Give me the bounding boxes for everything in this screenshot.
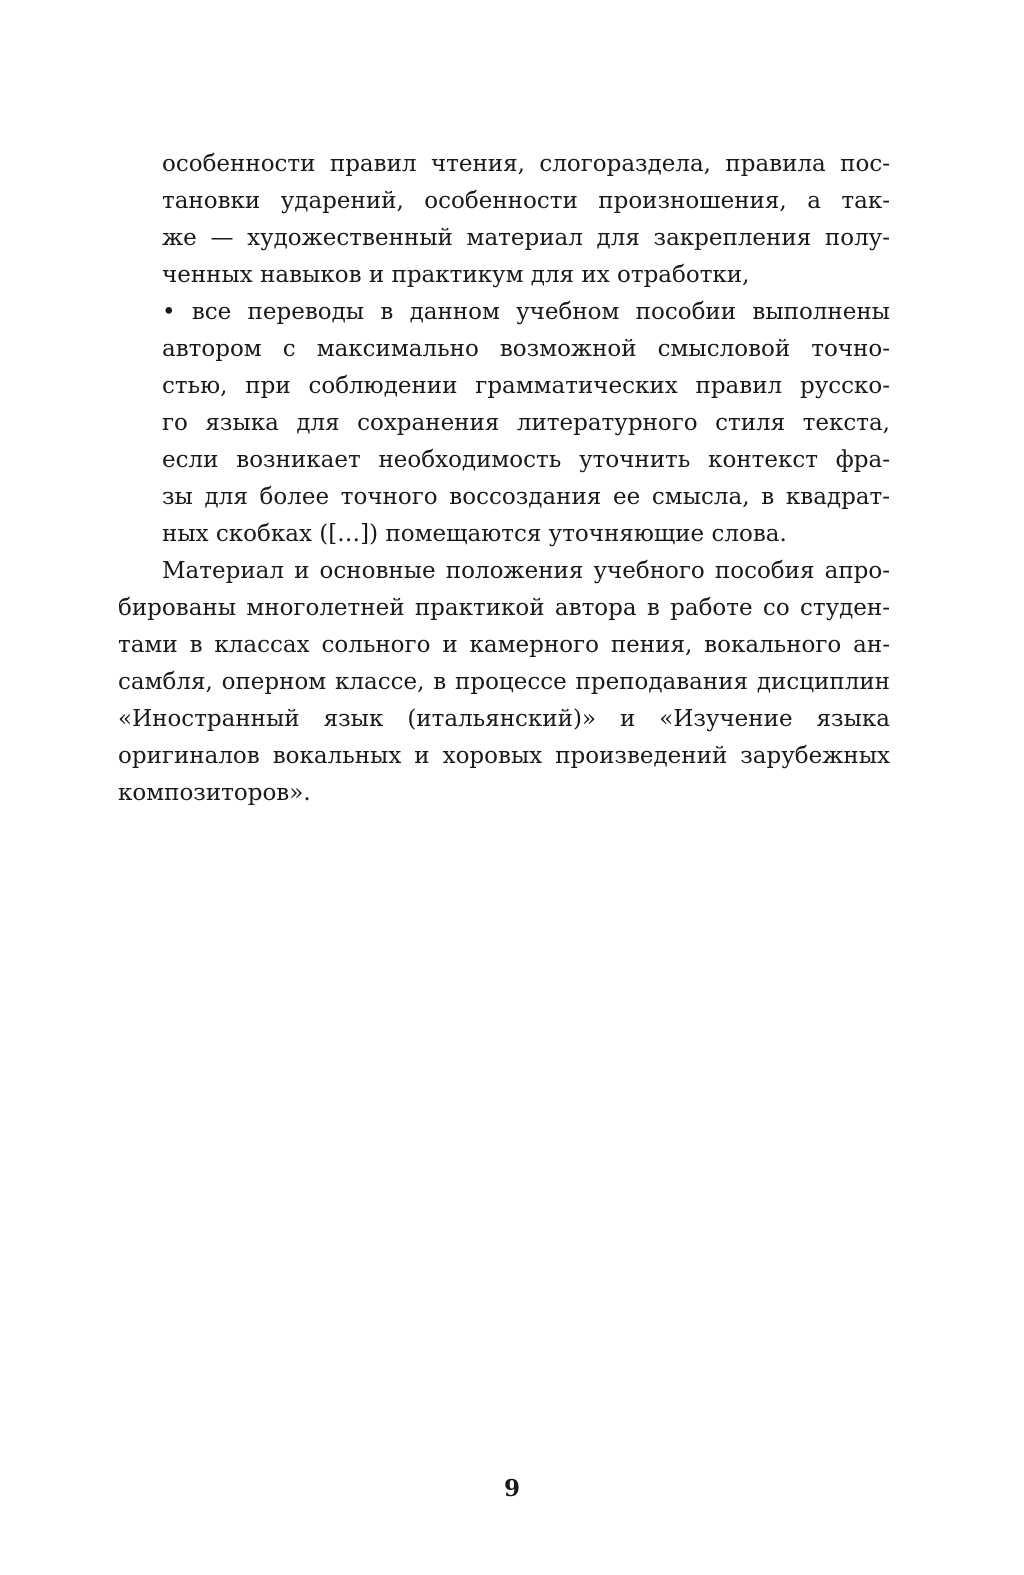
text-line: бированы многолетней практикой автора в работе со студен- xyxy=(118,595,890,621)
text-line: тановки ударений, особенности произношения, а так- xyxy=(162,188,890,214)
bullet-line: • все переводы в данном учебном пособии выполнены xyxy=(162,299,890,325)
text-line: тами в классах сольного и камерного пения, вокального ан- xyxy=(118,632,890,658)
text-line: ных скобках ([…]) помещаются уточняющие слова. xyxy=(162,521,787,547)
text-line: же — художественный материал для закрепления полу- xyxy=(162,225,890,251)
body-text xyxy=(118,146,890,812)
text-line: самбля, оперном классе, в процессе преподавания дисциплин xyxy=(118,669,890,695)
text-line: го языка для сохранения литературного стиля текста, xyxy=(162,410,890,436)
text-line: зы для более точного воссоздания ее смысла, в квадрат- xyxy=(162,484,890,510)
text-line: стью, при соблюдении грамматических правил русско- xyxy=(162,373,890,399)
text-line: ченных навыков и практикум для их отработки, xyxy=(162,262,750,288)
text-line: «Иностранный язык (итальянский)» и «Изучение языка xyxy=(118,706,890,732)
page-number: 9 xyxy=(503,1475,520,1502)
text-line: оригиналов вокальных и хоровых произведений зарубежных xyxy=(118,743,890,769)
text-line: если возникает необходимость уточнить контекст фра- xyxy=(162,447,890,473)
text-line: особенности правил чтения, слогораздела, правила пос- xyxy=(162,151,890,177)
text-line: композиторов». xyxy=(118,780,311,806)
text-line: автором с максимально возможной смысловой точно- xyxy=(162,336,890,362)
paragraph-start-line: Материал и основные положения учебного пособия апро- xyxy=(162,558,890,584)
